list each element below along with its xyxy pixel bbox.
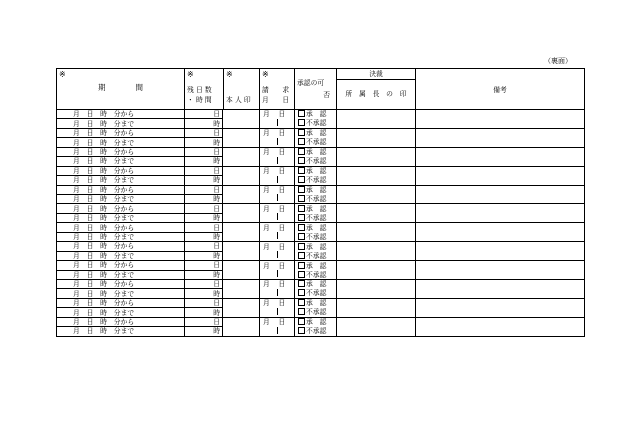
approve-option[interactable] <box>295 317 337 326</box>
request-date[interactable] <box>260 223 295 232</box>
remaining-hours[interactable]: 時 <box>185 270 223 280</box>
request-date-blank <box>260 213 295 223</box>
remaining-hours[interactable]: 時 <box>185 327 223 337</box>
remaining-days[interactable]: 日 <box>185 185 223 194</box>
request-date[interactable] <box>260 242 295 251</box>
remaining-days[interactable]: 日 <box>185 298 223 307</box>
approve-option[interactable] <box>295 166 337 175</box>
note-mark: ※ <box>59 70 66 79</box>
period-header <box>57 69 185 110</box>
period-to[interactable]: 月 日 時 分まで <box>57 119 185 129</box>
disapprove-label: 不承認 <box>306 308 327 317</box>
remaining-hours[interactable]: 時 <box>185 251 223 261</box>
approve-label: 承 認 <box>306 110 327 119</box>
disapprove-label: 不承認 <box>306 157 327 166</box>
period-from[interactable]: 月 日 時 分から <box>57 204 185 213</box>
period-from[interactable]: 月 日 時 分から <box>57 128 185 137</box>
day-label: 日 <box>278 167 286 176</box>
request-date[interactable] <box>260 110 295 119</box>
director-seal-cell[interactable] <box>337 280 416 299</box>
approval-header <box>295 69 337 110</box>
period-from[interactable]: 月 日 時 分から <box>57 185 185 194</box>
approve-option[interactable] <box>295 280 337 289</box>
director-seal-cell[interactable] <box>337 298 416 317</box>
disapprove-option[interactable] <box>295 251 337 261</box>
checkbox-icon[interactable] <box>298 214 305 221</box>
request-date-blank <box>260 176 295 186</box>
approve-option[interactable] <box>295 223 337 232</box>
day-label: 日 <box>278 318 286 327</box>
remaining-hours[interactable]: 時 <box>185 213 223 223</box>
checkbox-icon[interactable] <box>298 138 305 145</box>
approve-label: 承 認 <box>306 242 327 251</box>
personal-seal-cell[interactable] <box>223 317 260 336</box>
disapprove-label: 不承認 <box>306 213 327 222</box>
personal-seal-cell[interactable] <box>223 280 260 299</box>
disapprove-label: 不承認 <box>306 270 327 279</box>
period-from[interactable]: 月 日 時 分から <box>57 147 185 156</box>
approval-label-2: 否 <box>323 91 330 99</box>
personal-seal-cell[interactable] <box>223 128 260 147</box>
disapprove-label: 不承認 <box>306 251 327 260</box>
remaining-days[interactable]: 日 <box>185 242 223 251</box>
disapprove-option[interactable] <box>295 289 337 299</box>
approve-option[interactable] <box>295 128 337 137</box>
entry-row-top <box>57 280 585 289</box>
entry-row-top <box>57 298 585 307</box>
entry-row-top <box>57 261 585 270</box>
entry-row-top <box>57 185 585 194</box>
month-label: 月 <box>263 299 270 308</box>
day-label: 日 <box>278 242 286 251</box>
approve-option[interactable] <box>295 298 337 307</box>
request-date[interactable] <box>260 166 295 175</box>
checkbox-icon[interactable] <box>298 186 305 193</box>
entry-row-top <box>57 317 585 326</box>
request-date-blank <box>260 270 295 280</box>
request-date[interactable] <box>260 317 295 326</box>
remaining-hours[interactable]: 時 <box>185 176 223 186</box>
personal-seal-cell[interactable] <box>223 110 260 129</box>
note-mark: ※ <box>262 70 269 79</box>
checkbox-icon[interactable] <box>298 308 305 315</box>
month-label: 月 <box>263 242 270 251</box>
request-date-blank <box>260 308 295 318</box>
remarks-cell[interactable] <box>416 317 585 336</box>
remarks-cell[interactable] <box>416 110 585 129</box>
disapprove-option[interactable] <box>295 232 337 242</box>
remarks-cell[interactable] <box>416 166 585 185</box>
checkbox-icon[interactable] <box>298 224 305 231</box>
day-label: 日 <box>278 299 286 308</box>
seal-label: 本 人 印 <box>226 96 251 104</box>
leave-request-table <box>56 68 585 337</box>
period-from[interactable]: 月 日 時 分から <box>57 317 185 326</box>
disapprove-option[interactable] <box>295 119 337 129</box>
checkbox-icon[interactable] <box>298 233 305 240</box>
remarks-cell[interactable] <box>416 242 585 261</box>
remaining-label-2: ・ 時 間 <box>187 96 212 104</box>
period-to[interactable]: 月 日 時 分まで <box>57 270 185 280</box>
director-seal-cell[interactable] <box>337 317 416 336</box>
disapprove-option[interactable] <box>295 270 337 280</box>
request-date[interactable] <box>260 204 295 213</box>
approve-label: 承 認 <box>306 204 327 213</box>
period-from[interactable]: 月 日 時 分から <box>57 242 185 251</box>
request-date-blank <box>260 327 295 337</box>
approve-label: 承 認 <box>306 186 327 194</box>
approval-label-1: 承認の可 <box>297 79 325 87</box>
remarks-cell[interactable] <box>416 128 585 147</box>
disapprove-label: 不承認 <box>306 289 327 298</box>
director-seal-cell[interactable] <box>337 147 416 166</box>
personal-seal-cell[interactable] <box>223 298 260 317</box>
disapprove-option[interactable] <box>295 327 337 337</box>
period-from[interactable]: 月 日 時 分から <box>57 280 185 289</box>
period-header-label: 期 間 <box>98 83 143 92</box>
disapprove-label: 不承認 <box>306 327 327 336</box>
entry-row-top <box>57 147 585 156</box>
day-label: 日 <box>278 110 286 119</box>
remaining-days[interactable]: 日 <box>185 110 223 119</box>
month-label: 月 <box>263 148 270 157</box>
kessai-label: 決裁 <box>337 69 415 80</box>
approve-option[interactable] <box>295 242 337 251</box>
request-date-blank <box>260 289 295 299</box>
checkbox-icon[interactable] <box>298 129 305 136</box>
remaining-days[interactable]: 日 <box>185 280 223 289</box>
period-from[interactable]: 月 日 時 分から <box>57 261 185 270</box>
day-label: 日 <box>278 204 286 213</box>
page-side-label: （裏面） <box>544 57 572 65</box>
note-mark: ※ <box>226 70 233 79</box>
disapprove-label: 不承認 <box>306 194 327 203</box>
personal-seal-cell[interactable] <box>223 166 260 185</box>
personal-seal-cell[interactable] <box>223 242 260 261</box>
approve-option[interactable] <box>295 110 337 119</box>
period-to[interactable]: 月 日 時 分まで <box>57 157 185 167</box>
checkbox-icon[interactable] <box>298 299 305 306</box>
remarks-header: 備考 <box>416 69 585 110</box>
request-date-blank <box>260 119 295 129</box>
checkbox-icon[interactable] <box>298 167 305 174</box>
request-date[interactable] <box>260 280 295 289</box>
remaining-days[interactable]: 日 <box>185 147 223 156</box>
approve-label: 承 認 <box>306 167 327 176</box>
remaining-days[interactable]: 日 <box>185 223 223 232</box>
director-seal-cell[interactable] <box>337 128 416 147</box>
period-to[interactable]: 月 日 時 分まで <box>57 327 185 337</box>
checkbox-icon[interactable] <box>298 243 305 250</box>
disapprove-option[interactable] <box>295 308 337 318</box>
month-label: 月 <box>263 204 270 213</box>
request-date-header <box>260 69 295 110</box>
period-from[interactable]: 月 日 時 分から <box>57 166 185 175</box>
approve-label: 承 認 <box>306 148 327 157</box>
request-date-blank <box>260 251 295 261</box>
checkbox-icon[interactable] <box>298 195 305 202</box>
director-seal-cell[interactable] <box>337 185 416 204</box>
approve-option[interactable] <box>295 147 337 156</box>
checkbox-icon[interactable] <box>298 110 305 117</box>
disapprove-label: 不承認 <box>306 232 327 241</box>
entry-row-top <box>57 128 585 137</box>
remarks-cell[interactable] <box>416 280 585 299</box>
period-to[interactable]: 月 日 時 分まで <box>57 138 185 148</box>
director-seal-cell[interactable] <box>337 261 416 280</box>
month-label: 月 <box>263 223 270 232</box>
request-date[interactable] <box>260 147 295 156</box>
request-date[interactable] <box>260 128 295 137</box>
request-date-blank <box>260 157 295 167</box>
remaining-days[interactable]: 日 <box>185 166 223 175</box>
approve-option[interactable] <box>295 261 337 270</box>
director-seal-cell[interactable] <box>337 166 416 185</box>
remaining-days[interactable]: 日 <box>185 204 223 213</box>
remaining-days[interactable]: 日 <box>185 261 223 270</box>
month-label: 月 <box>263 280 270 289</box>
approve-label: 承 認 <box>306 280 327 289</box>
director-seal-cell[interactable] <box>337 204 416 223</box>
request-date-blank <box>260 138 295 148</box>
period-to[interactable]: 月 日 時 分まで <box>57 251 185 261</box>
month-label: 月 <box>263 186 270 194</box>
disapprove-option[interactable] <box>295 157 337 167</box>
request-date[interactable] <box>260 261 295 270</box>
remarks-cell[interactable] <box>416 204 585 223</box>
month-label: 月 <box>263 318 270 327</box>
day-label: 日 <box>278 148 286 157</box>
approve-option[interactable] <box>295 204 337 213</box>
period-to[interactable]: 月 日 時 分まで <box>57 232 185 242</box>
personal-seal-cell[interactable] <box>223 147 260 166</box>
checkbox-icon[interactable] <box>298 176 305 183</box>
note-mark: ※ <box>187 70 194 79</box>
day-label: 日 <box>278 186 286 194</box>
director-seal-cell[interactable] <box>337 223 416 242</box>
entry-row-top <box>57 242 585 251</box>
checkbox-icon[interactable] <box>298 205 305 212</box>
remarks-cell[interactable] <box>416 223 585 242</box>
request-date-blank <box>260 194 295 204</box>
checkbox-icon[interactable] <box>298 280 305 287</box>
period-to[interactable]: 月 日 時 分まで <box>57 176 185 186</box>
period-to[interactable]: 月 日 時 分まで <box>57 308 185 318</box>
day-label: 日 <box>278 129 286 138</box>
remaining-hours[interactable]: 時 <box>185 157 223 167</box>
period-to[interactable]: 月 日 時 分まで <box>57 213 185 223</box>
personal-seal-cell[interactable] <box>223 185 260 204</box>
checkbox-icon[interactable] <box>298 157 305 164</box>
checkbox-icon[interactable] <box>298 119 305 126</box>
period-to[interactable]: 月 日 時 分まで <box>57 194 185 204</box>
director-seal-label: 所 属 長 の 印 <box>345 90 407 98</box>
checkbox-icon[interactable] <box>298 252 305 259</box>
request-date[interactable] <box>260 298 295 307</box>
personal-seal-cell[interactable] <box>223 261 260 280</box>
checkbox-icon[interactable] <box>298 148 305 155</box>
approve-label: 承 認 <box>306 261 327 270</box>
checkbox-icon[interactable] <box>298 289 305 296</box>
remarks-cell[interactable] <box>416 298 585 317</box>
remaining-hours[interactable]: 時 <box>185 289 223 299</box>
request-label-2: 月 日 <box>262 96 290 104</box>
entry-row-top <box>57 166 585 175</box>
disapprove-label: 不承認 <box>306 138 327 147</box>
personal-seal-cell[interactable] <box>223 223 260 242</box>
period-to[interactable]: 月 日 時 分まで <box>57 289 185 299</box>
day-label: 日 <box>278 261 286 270</box>
checkbox-icon[interactable] <box>298 262 305 269</box>
disapprove-option[interactable] <box>295 213 337 223</box>
period-from[interactable]: 月 日 時 分から <box>57 110 185 119</box>
disapprove-option[interactable] <box>295 194 337 204</box>
month-label: 月 <box>263 110 270 119</box>
approve-option[interactable] <box>295 185 337 194</box>
remaining-days[interactable]: 日 <box>185 128 223 137</box>
approve-label: 承 認 <box>306 299 327 308</box>
kessai-header <box>337 69 416 110</box>
remaining-days[interactable]: 日 <box>185 317 223 326</box>
request-date[interactable] <box>260 185 295 194</box>
entry-row-top <box>57 204 585 213</box>
approve-label: 承 認 <box>306 129 327 138</box>
month-label: 月 <box>263 129 270 138</box>
remaining-label-1: 残 日 数 <box>187 86 212 94</box>
disapprove-option[interactable] <box>295 138 337 148</box>
request-label-1: 請 求 <box>262 86 290 94</box>
request-date-blank <box>260 232 295 242</box>
checkbox-icon[interactable] <box>298 318 305 325</box>
entry-row-top <box>57 223 585 232</box>
personal-seal-cell[interactable] <box>223 204 260 223</box>
disapprove-label: 不承認 <box>306 119 327 128</box>
disapprove-option[interactable] <box>295 176 337 186</box>
checkbox-icon[interactable] <box>298 327 305 334</box>
remarks-cell[interactable] <box>416 261 585 280</box>
period-from[interactable]: 月 日 時 分から <box>57 298 185 307</box>
disapprove-label: 不承認 <box>306 176 327 185</box>
month-label: 月 <box>263 261 270 270</box>
director-seal-cell[interactable] <box>337 242 416 261</box>
remarks-cell[interactable] <box>416 147 585 166</box>
remaining-hours[interactable]: 時 <box>185 138 223 148</box>
period-from[interactable]: 月 日 時 分から <box>57 223 185 232</box>
remaining-header <box>185 69 260 110</box>
day-label: 日 <box>278 223 286 232</box>
approve-label: 承 認 <box>306 223 327 232</box>
remaining-hours[interactable]: 時 <box>185 194 223 204</box>
remarks-cell[interactable] <box>416 185 585 204</box>
director-seal-cell[interactable] <box>337 110 416 129</box>
approve-label: 承 認 <box>306 318 327 327</box>
remaining-hours[interactable]: 時 <box>185 119 223 129</box>
day-label: 日 <box>278 280 286 289</box>
entry-row-top <box>57 110 585 119</box>
remaining-hours[interactable]: 時 <box>185 308 223 318</box>
remaining-hours[interactable]: 時 <box>185 232 223 242</box>
month-label: 月 <box>263 167 270 176</box>
checkbox-icon[interactable] <box>298 271 305 278</box>
